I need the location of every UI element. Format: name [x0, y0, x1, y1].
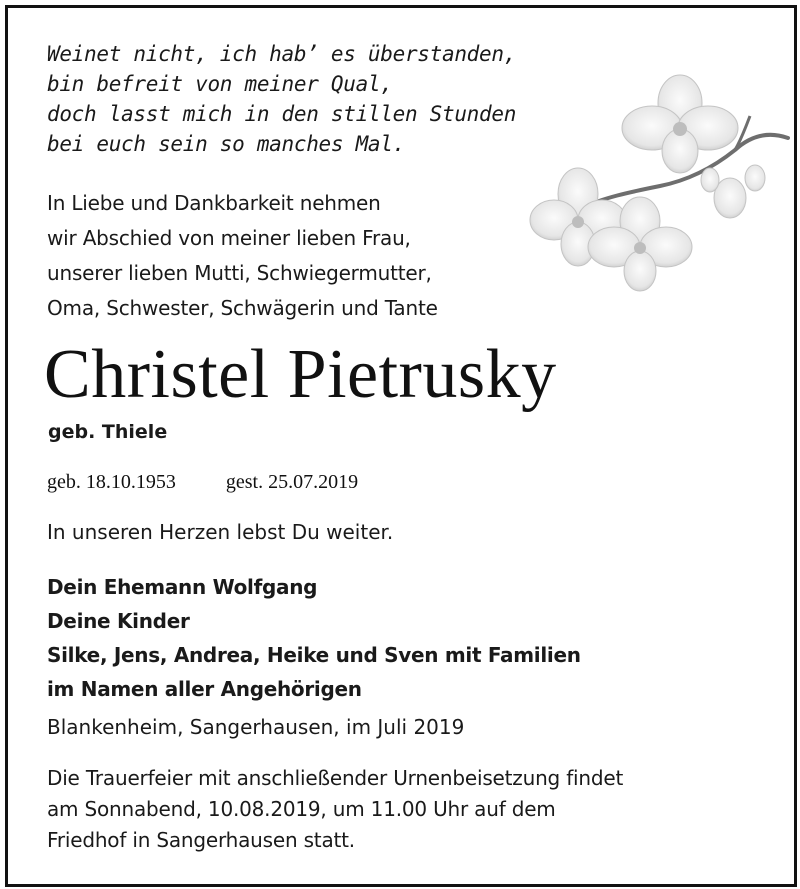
family-signatures	[47, 570, 581, 706]
poem-line: bei euch sein so manches Mal.	[47, 132, 405, 156]
deceased-name: Christel Pietrusky	[44, 336, 557, 413]
funeral-info	[47, 763, 623, 856]
place-date: Blankenheim, Sangerhausen, im Juli 2019	[47, 715, 465, 739]
orchid-icon	[520, 68, 790, 303]
life-dates	[47, 466, 358, 498]
death-date: gest. 25.07.2019	[225, 471, 359, 493]
family-line: Silke, Jens, Andrea, Heike und Sven mit Familien	[47, 643, 581, 667]
poem	[47, 39, 516, 159]
funeral-line: am Sonnabend, 10.08.2019, um 11.00 Uhr auf dem	[47, 797, 556, 821]
poem-line: bin befreit von meiner Qual,	[47, 72, 393, 96]
intro-line: In Liebe und Dankbarkeit nehmen	[47, 191, 381, 215]
funeral-line: Friedhof in Sangerhausen statt.	[47, 828, 355, 852]
intro-line: unserer lieben Mutti, Schwiegermutter,	[47, 261, 432, 285]
family-line: Dein Ehemann Wolfgang	[47, 575, 318, 599]
poem-line: doch lasst mich in den stillen Stunden	[47, 102, 517, 126]
family-line: im Namen aller Angehörigen	[47, 677, 362, 701]
intro-line: wir Abschied von meiner lieben Frau,	[47, 226, 411, 250]
birth-date: geb. 18.10.1953	[47, 471, 176, 493]
funeral-line: Die Trauerfeier mit anschließender Urnenbeisetzung findet	[47, 766, 624, 790]
motto: In unseren Herzen lebst Du weiter.	[47, 520, 394, 544]
intro-text	[47, 186, 438, 326]
intro-line: Oma, Schwester, Schwägerin und Tante	[47, 296, 438, 320]
obituary-notice	[5, 5, 797, 887]
maiden-name: geb. Thiele	[48, 421, 168, 443]
family-line: Deine Kinder	[47, 609, 190, 633]
poem-line: Weinet nicht, ich hab’ es überstanden,	[47, 42, 517, 66]
